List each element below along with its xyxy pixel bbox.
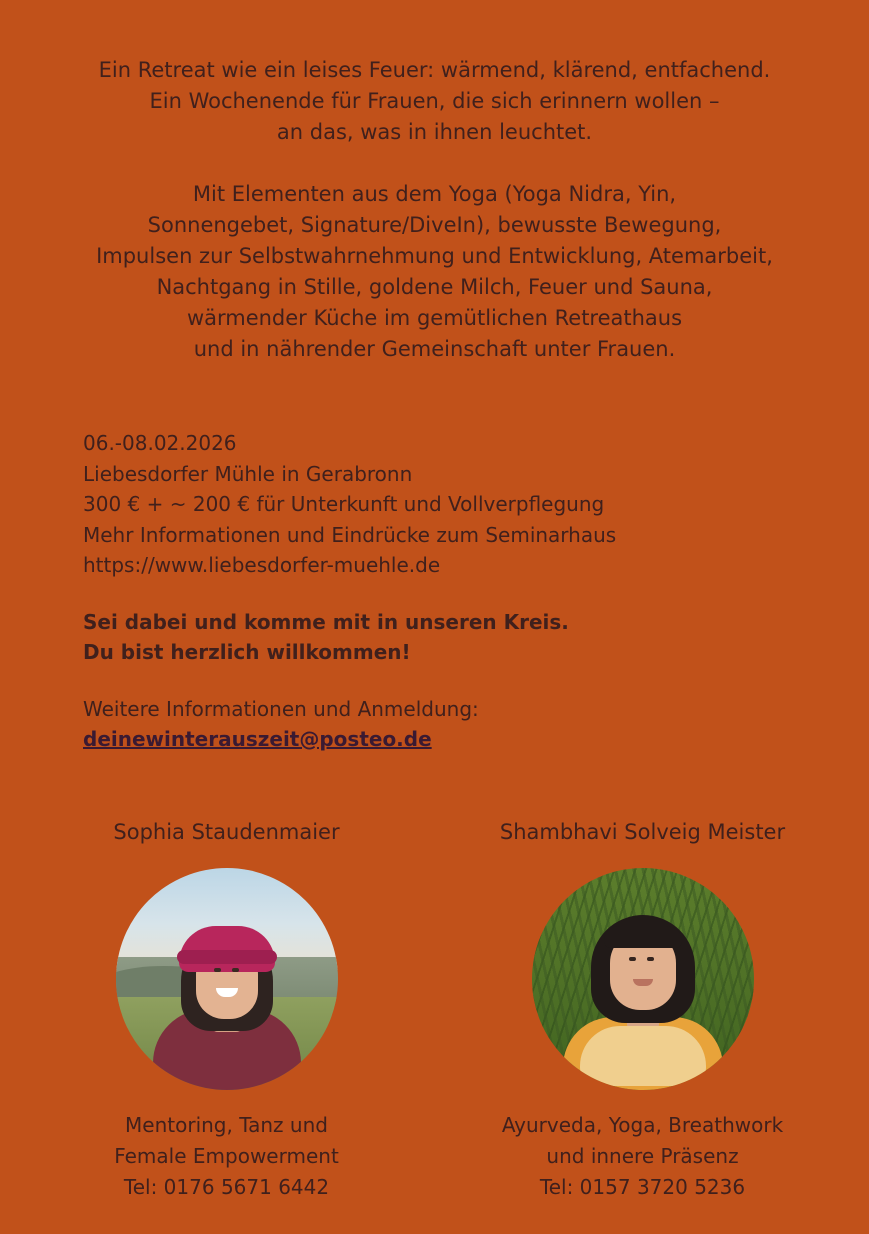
cta-line-1: Sei dabei und komme mit in unseren Kreis. [83, 609, 569, 634]
photo-eye-left [214, 968, 221, 972]
intro-line: Nachtgang in Stille, goldene Milch, Feuer und Sauna, [156, 275, 713, 299]
intro-paragraph-2 [0, 179, 869, 365]
seminar-info-label: Mehr Informationen und Eindrücke zum Seminarhaus [83, 522, 617, 547]
intro-text [0, 0, 869, 365]
teachers-section [0, 818, 869, 1203]
intro-line: Mit Elementen aus dem Yoga (Yoga Nidra, Yin, [192, 182, 677, 206]
portrait-sophia-photo [116, 868, 338, 1090]
event-location: Liebesdorfer Mühle in Gerabronn [83, 461, 413, 486]
seminar-website-link[interactable]: https://www.liebesdorfer-muehle.de [83, 553, 441, 577]
intro-line: wärmender Küche im gemütlichen Retreathaus [186, 306, 683, 330]
teacher-role-line: und innere Präsenz [546, 1144, 739, 1168]
teacher-phone: Tel: 0157 3720 5236 [539, 1175, 746, 1199]
photo-eye-right [647, 957, 654, 961]
event-details [83, 428, 616, 755]
photo-eye-right [232, 968, 239, 972]
teacher-role-line: Female Empowerment [114, 1144, 339, 1168]
intro-line: an das, was in ihnen leuchtet. [276, 120, 593, 144]
contact-email-link[interactable]: deinewinterauszeit@posteo.de [83, 727, 432, 751]
teacher-phone: Tel: 0176 5671 6442 [123, 1175, 330, 1199]
teacher-role-line: Mentoring, Tanz und [125, 1113, 328, 1137]
teacher-role [67, 1110, 387, 1203]
contact-label: Weitere Informationen und Anmeldung: [83, 696, 479, 721]
spacer [83, 581, 616, 607]
intro-paragraph-1 [0, 55, 869, 148]
intro-line: Ein Wochenende für Frauen, die sich erinnern wollen – [149, 89, 720, 113]
teacher-card [483, 818, 803, 1203]
teacher-name: Shambhavi Solveig Meister [499, 820, 786, 844]
photo-beanie [179, 926, 275, 972]
photo-beanie-brim [177, 950, 277, 964]
intro-line: Impulsen zur Selbstwahrnehmung und Entwicklung, Atemarbeit, [96, 244, 773, 268]
intro-line: Ein Retreat wie ein leises Feuer: wärmend, klärend, entfachend. [98, 58, 771, 82]
portrait-shambhavi-photo [532, 868, 754, 1090]
teacher-role [483, 1110, 803, 1203]
photo-eye-left [629, 957, 636, 961]
event-date: 06.-08.02.2026 [83, 431, 237, 455]
teacher-card [67, 818, 387, 1203]
spacer [83, 668, 616, 694]
photo-fringe [604, 926, 682, 948]
photo-scarf [580, 1026, 706, 1086]
event-price: 300 € + ~ 200 € für Unterkunft und Vollverpflegung [83, 492, 605, 516]
teacher-name: Sophia Staudenmaier [113, 820, 340, 844]
intro-line: und in nährender Gemeinschaft unter Frauen. [193, 337, 676, 361]
teacher-role-line: Ayurveda, Yoga, Breathwork [501, 1113, 784, 1137]
intro-line: Sonnengebet, Signature/DiveIn), bewusste Bewegung, [147, 213, 722, 237]
cta-line-2: Du bist herzlich willkommen! [83, 640, 411, 664]
